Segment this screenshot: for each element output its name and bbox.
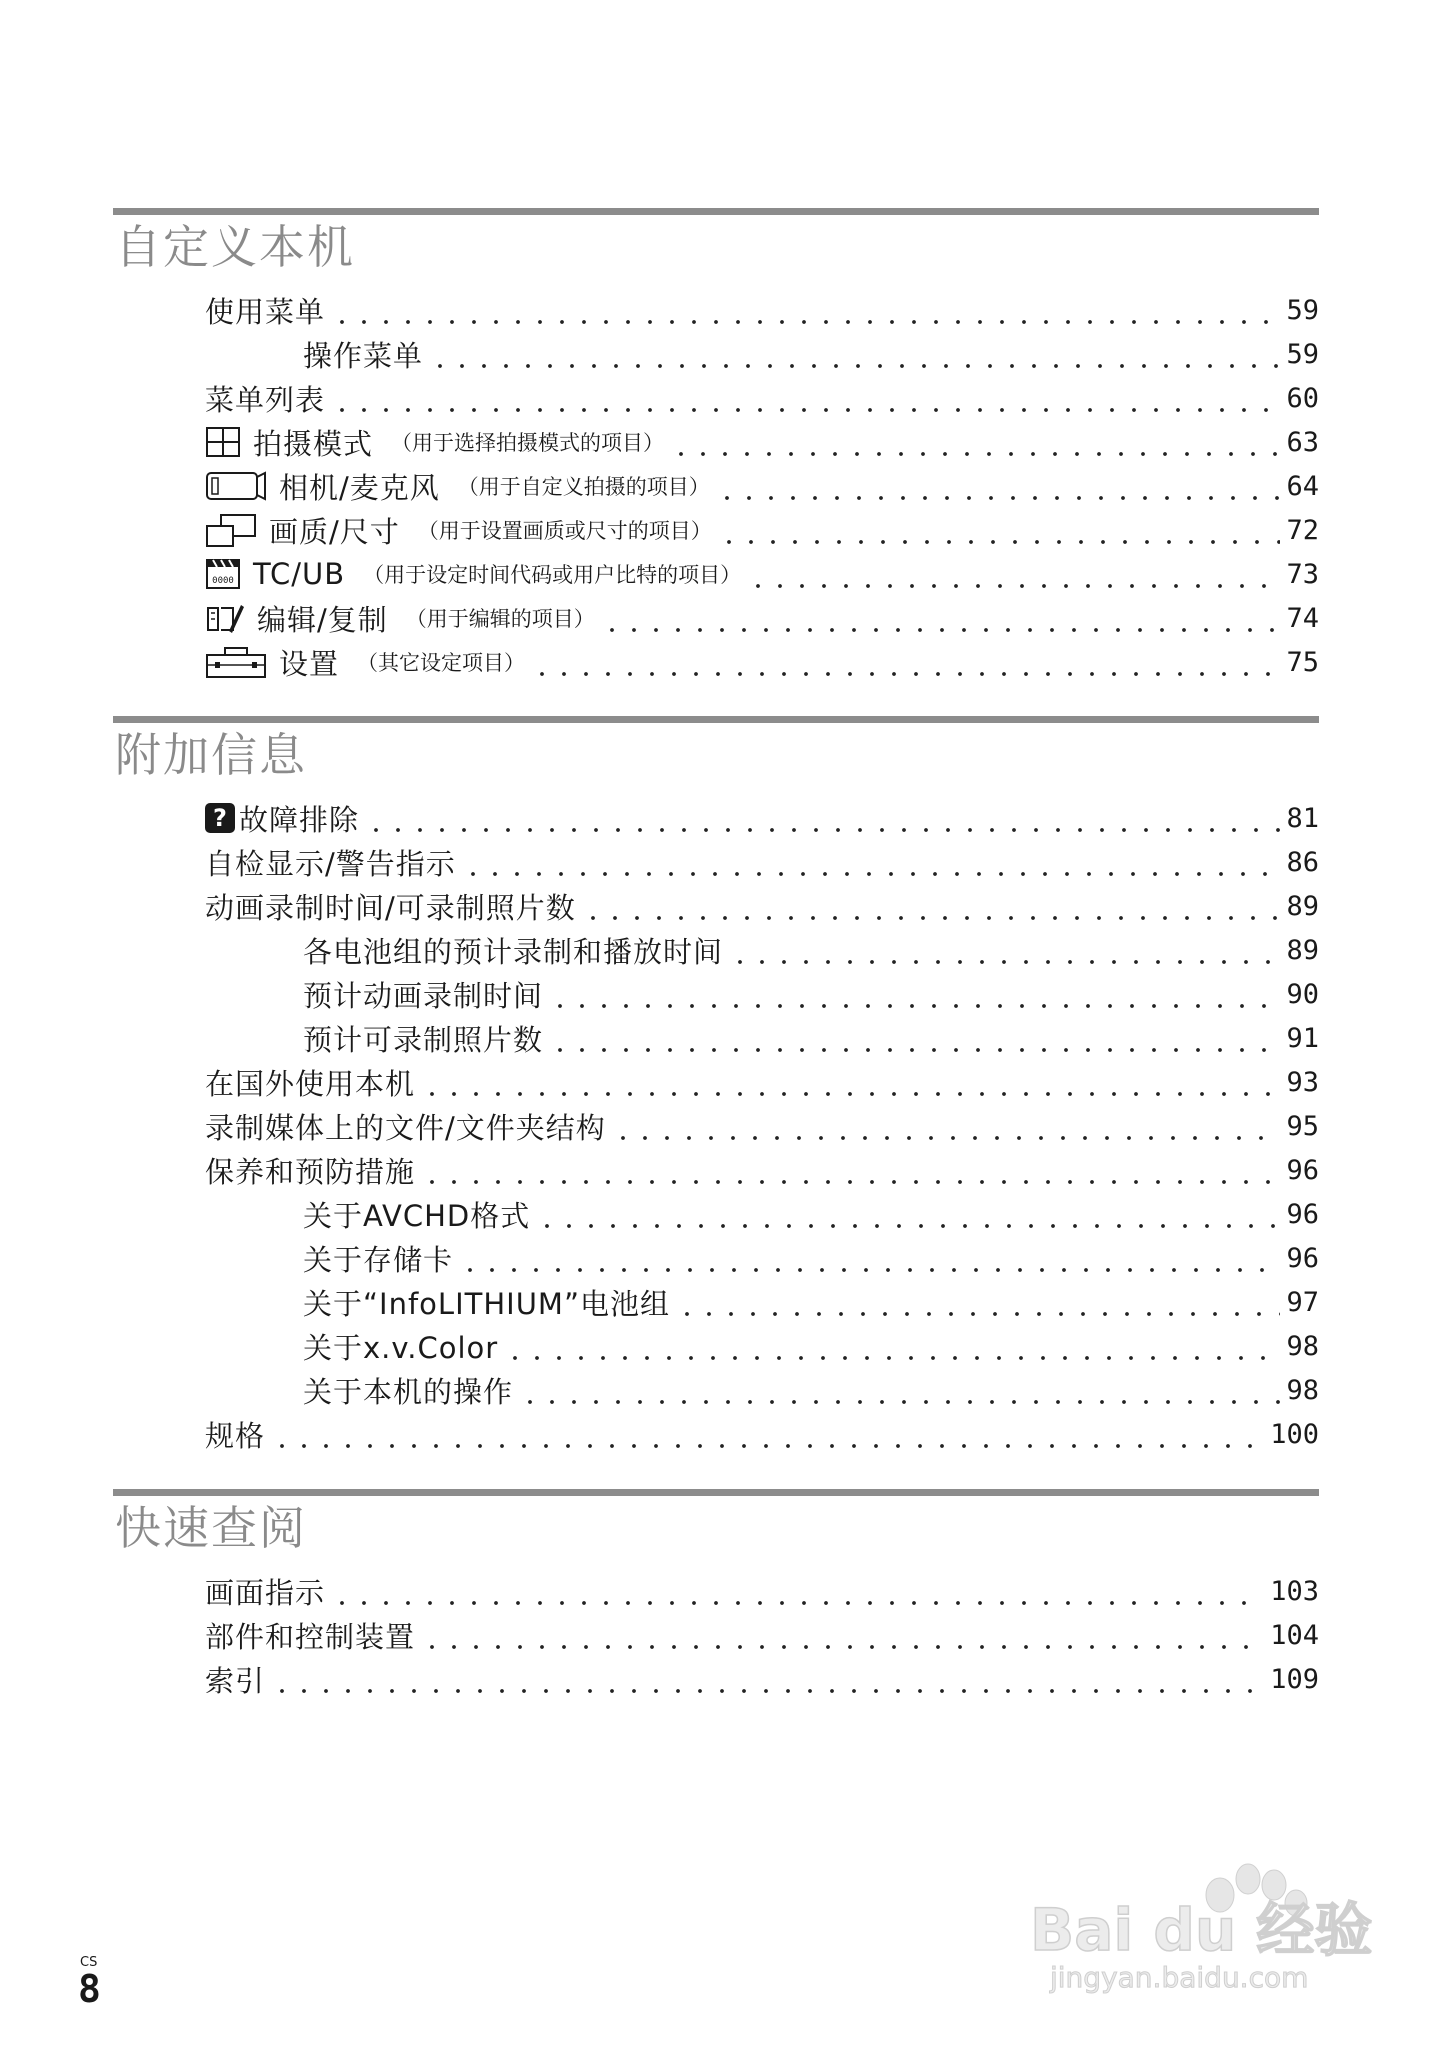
toc-entry[interactable] bbox=[303, 1192, 1319, 1236]
entry-label: 操作菜单 bbox=[303, 338, 424, 373]
entry-page: 93 bbox=[1286, 1066, 1319, 1098]
section-title: 自定义本机 bbox=[115, 220, 355, 274]
entry-label: 关于x.v.Color bbox=[303, 1330, 499, 1365]
entry-label: 画面指示 bbox=[205, 1575, 326, 1610]
entry-page: 91 bbox=[1286, 1022, 1319, 1054]
toc-entry[interactable] bbox=[303, 1236, 1319, 1280]
dot-leader bbox=[729, 935, 1280, 965]
camera-mic-icon bbox=[205, 469, 267, 503]
entry-page: 60 bbox=[1286, 382, 1319, 414]
dot-leader bbox=[519, 1375, 1280, 1405]
toc-entry[interactable] bbox=[303, 1368, 1319, 1412]
entry-note: （用于自定义拍摄的项目） bbox=[457, 475, 710, 499]
entry-page: 89 bbox=[1286, 890, 1319, 922]
toc-entry[interactable] bbox=[205, 464, 1319, 508]
dot-leader bbox=[716, 471, 1281, 501]
toc-entry[interactable] bbox=[205, 420, 1319, 464]
dot-leader bbox=[421, 1155, 1280, 1185]
dot-leader bbox=[331, 295, 1280, 325]
toc-entry[interactable] bbox=[303, 1324, 1319, 1368]
entry-page: 86 bbox=[1286, 846, 1319, 878]
dot-leader bbox=[271, 1664, 1264, 1694]
dot-leader bbox=[612, 1111, 1281, 1141]
edit-copy-icon bbox=[205, 601, 245, 635]
entry-label: 部件和控制装置 bbox=[205, 1619, 416, 1654]
dot-leader bbox=[549, 979, 1280, 1009]
dot-leader bbox=[549, 1023, 1280, 1053]
section-rule bbox=[113, 716, 1319, 723]
dot-leader bbox=[271, 1419, 1264, 1449]
toc-entry[interactable] bbox=[205, 640, 1319, 684]
dot-leader bbox=[421, 1067, 1280, 1097]
entry-note: （用于选择拍摄模式的项目） bbox=[391, 431, 665, 455]
toc-entry[interactable] bbox=[303, 928, 1319, 972]
toc-entry[interactable] bbox=[303, 1016, 1319, 1060]
entry-label: 动画录制时间/可录制照片数 bbox=[205, 890, 576, 925]
entry-label: 故障排除 bbox=[239, 802, 360, 837]
shooting-mode-icon bbox=[205, 425, 241, 459]
toc-entry[interactable] bbox=[205, 796, 1319, 840]
entry-label: 关于“InfoLITHIUM”电池组 bbox=[303, 1286, 670, 1321]
dot-leader bbox=[421, 1620, 1264, 1650]
entry-page: 59 bbox=[1286, 294, 1319, 326]
entry-label: 自检显示/警告指示 bbox=[205, 846, 456, 881]
help-icon: ? bbox=[205, 803, 235, 833]
entry-page: 90 bbox=[1286, 978, 1319, 1010]
dot-leader bbox=[582, 891, 1281, 921]
toc-entry[interactable] bbox=[205, 1657, 1319, 1701]
toc-entry[interactable] bbox=[205, 1569, 1319, 1613]
entry-label: TC/UB bbox=[253, 557, 346, 591]
dot-leader bbox=[718, 515, 1281, 545]
page-number: 8 bbox=[78, 1967, 101, 2011]
entry-page: 95 bbox=[1286, 1110, 1319, 1142]
toc-entry[interactable] bbox=[205, 596, 1319, 640]
entry-page: 75 bbox=[1286, 646, 1319, 678]
entry-label: 相机/麦克风 bbox=[279, 470, 440, 505]
dot-leader bbox=[531, 647, 1280, 677]
entry-page: 97 bbox=[1286, 1286, 1319, 1318]
section-rule bbox=[113, 208, 1319, 215]
toc-entry[interactable] bbox=[205, 884, 1319, 928]
entry-label: 预计可录制照片数 bbox=[303, 1022, 544, 1057]
baidu-watermark bbox=[1020, 1855, 1380, 1995]
entry-label: 规格 bbox=[205, 1418, 266, 1453]
entry-label: 编辑/复制 bbox=[257, 602, 388, 637]
dot-leader bbox=[459, 1243, 1280, 1273]
entry-page: 59 bbox=[1286, 338, 1319, 370]
entry-page: 72 bbox=[1286, 514, 1319, 546]
entry-page: 100 bbox=[1270, 1418, 1319, 1450]
entry-label: 预计动画录制时间 bbox=[303, 978, 544, 1013]
dot-leader bbox=[536, 1199, 1280, 1229]
entry-label: 保养和预防措施 bbox=[205, 1154, 416, 1189]
image-quality-icon bbox=[205, 512, 257, 548]
entry-page: 74 bbox=[1286, 602, 1319, 634]
entry-page: 98 bbox=[1286, 1330, 1319, 1362]
entry-note: （用于设定时间代码或用户比特的项目） bbox=[363, 563, 742, 587]
entry-label: 画质/尺寸 bbox=[269, 514, 400, 549]
toc-entry[interactable] bbox=[205, 1412, 1319, 1456]
entry-page: 89 bbox=[1286, 934, 1319, 966]
entry-page: 103 bbox=[1270, 1575, 1319, 1607]
entry-page: 64 bbox=[1286, 470, 1319, 502]
entry-note: （其它设定项目） bbox=[357, 651, 526, 675]
dot-leader bbox=[331, 1576, 1264, 1606]
language-code: CS bbox=[80, 1955, 98, 1970]
dot-leader bbox=[747, 559, 1280, 589]
entry-page: 96 bbox=[1286, 1154, 1319, 1186]
watermark-url: jingyan.baidu.com bbox=[1050, 1961, 1309, 1994]
entry-page: 104 bbox=[1270, 1619, 1319, 1651]
entry-page: 63 bbox=[1286, 426, 1319, 458]
svg-text:0000: 0000 bbox=[212, 576, 234, 586]
toc-entry[interactable] bbox=[303, 332, 1319, 376]
toc-entry[interactable] bbox=[205, 508, 1319, 552]
toc-entry[interactable] bbox=[205, 1148, 1319, 1192]
toc-entry[interactable] bbox=[205, 840, 1319, 884]
dot-leader bbox=[365, 803, 1280, 833]
section-title: 快速查阅 bbox=[115, 1501, 307, 1555]
entry-page: 98 bbox=[1286, 1374, 1319, 1406]
entry-page: 73 bbox=[1286, 558, 1319, 590]
entry-note: （用于编辑的项目） bbox=[405, 607, 595, 631]
entry-label: 关于本机的操作 bbox=[303, 1374, 514, 1409]
entry-label: 菜单列表 bbox=[205, 382, 326, 417]
entry-label: 索引 bbox=[205, 1663, 266, 1698]
toolbox-icon bbox=[205, 645, 267, 679]
entry-page: 96 bbox=[1286, 1198, 1319, 1230]
toc-entry[interactable] bbox=[205, 1613, 1319, 1657]
toc-entry[interactable] bbox=[303, 972, 1319, 1016]
toc-entry[interactable] bbox=[205, 1060, 1319, 1104]
watermark-brand: Bai du 经验 bbox=[1030, 1896, 1373, 1964]
toc-section bbox=[113, 716, 1319, 1456]
section-title: 附加信息 bbox=[115, 728, 307, 782]
dot-leader bbox=[670, 427, 1280, 457]
dot-leader bbox=[462, 847, 1281, 877]
dot-leader bbox=[331, 383, 1280, 413]
section-rule bbox=[113, 1489, 1319, 1496]
entry-label: 在国外使用本机 bbox=[205, 1066, 416, 1101]
entry-label: 使用菜单 bbox=[205, 294, 326, 329]
entry-label: 关于存储卡 bbox=[303, 1242, 454, 1277]
entry-page: 96 bbox=[1286, 1242, 1319, 1274]
entry-page: 81 bbox=[1286, 802, 1319, 834]
toc-entry[interactable] bbox=[205, 1104, 1319, 1148]
entry-note: （用于设置画质或尺寸的项目） bbox=[417, 519, 712, 543]
entry-label: 各电池组的预计录制和播放时间 bbox=[303, 934, 724, 969]
toc-section bbox=[113, 1489, 1319, 1709]
page-footer bbox=[78, 1955, 101, 2011]
timecode-icon bbox=[205, 557, 241, 591]
entry-label: 设置 bbox=[279, 646, 340, 681]
dot-leader bbox=[676, 1287, 1281, 1317]
toc-section bbox=[113, 208, 1319, 681]
entry-label: 拍摄模式 bbox=[253, 426, 374, 461]
toc-entry[interactable] bbox=[205, 552, 1319, 596]
dot-leader bbox=[429, 339, 1280, 369]
entry-page: 109 bbox=[1270, 1663, 1319, 1695]
dot-leader bbox=[601, 603, 1281, 633]
dot-leader bbox=[504, 1331, 1280, 1361]
toc-entry[interactable] bbox=[205, 376, 1319, 420]
toc-entry[interactable] bbox=[303, 1280, 1319, 1324]
entry-label: 录制媒体上的文件/文件夹结构 bbox=[205, 1110, 606, 1145]
toc-entry[interactable] bbox=[205, 288, 1319, 332]
entry-label: 关于AVCHD格式 bbox=[303, 1198, 531, 1233]
